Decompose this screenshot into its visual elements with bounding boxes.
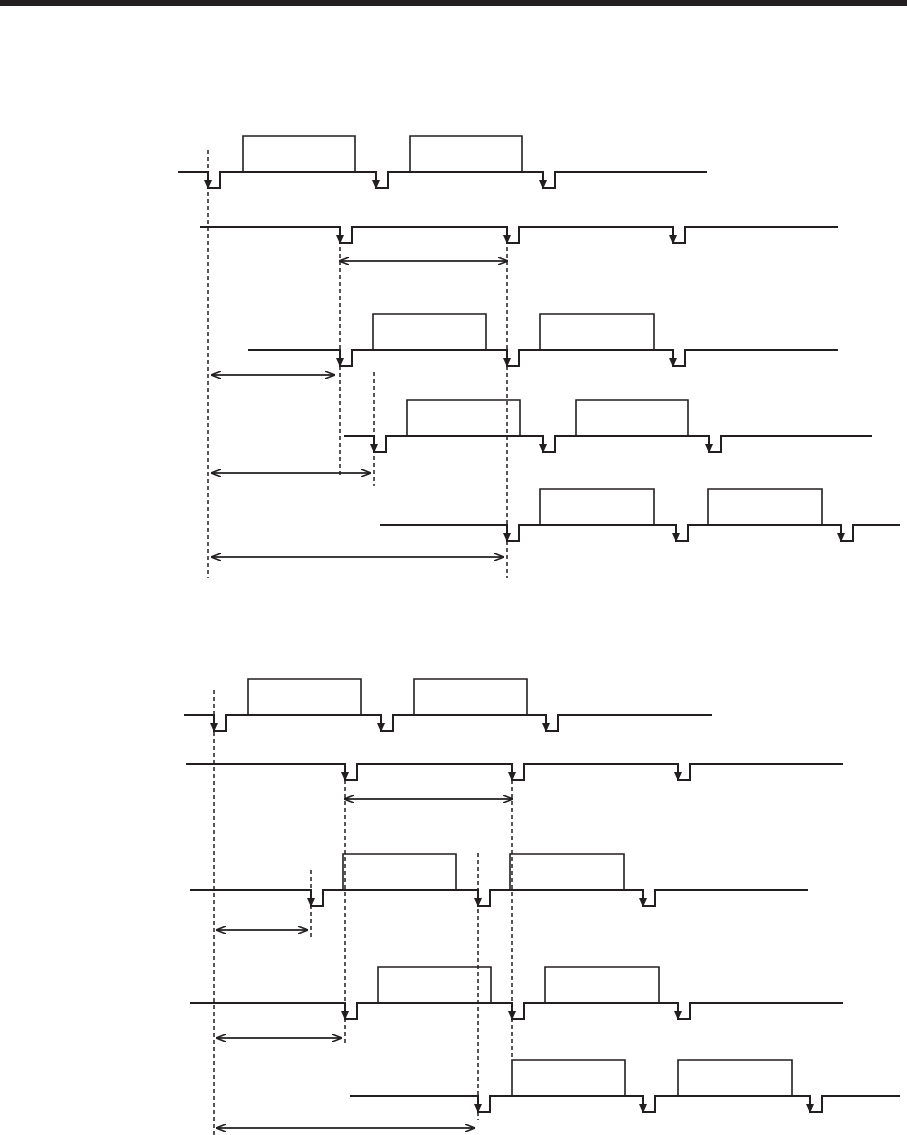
upper-signal-1-data-box-2 [410,136,522,172]
upper-signal-4-waveform [344,436,872,452]
lower-signal-1-data-box-2 [414,679,527,715]
lower-signal-4-data-box-2 [545,967,659,1003]
upper-signal-2-waveform [200,227,838,243]
lower-signal-3-waveform [190,890,808,906]
lower-signal-5-waveform [350,1096,900,1112]
lower-signal-5-data-box-2 [678,1060,792,1096]
lower-signal-5-data-box-1 [512,1060,625,1096]
lower-signal-1-data-box-1 [248,679,361,715]
lower-signal-3-data-box-2 [510,854,624,890]
upper-signal-1-data-box-1 [243,136,355,172]
diagram-layer [178,136,900,1135]
upper-signal-3-data-box-2 [540,314,654,350]
lower-signal-4-data-box-1 [378,967,491,1003]
lower-signal-3-data-box-1 [343,854,456,890]
upper-signal-1-waveform [178,172,707,188]
upper-signal-5-data-box-2 [708,489,822,525]
upper-signal-5-data-box-1 [540,489,654,525]
upper-signal-4-data-box-1 [407,400,520,436]
lower-signal-1-waveform [184,715,712,731]
lower-signal-4-waveform [190,1003,843,1019]
upper-signal-4-data-box-2 [576,400,688,436]
upper-signal-3-data-box-1 [373,314,486,350]
upper-signal-5-waveform [380,525,900,541]
